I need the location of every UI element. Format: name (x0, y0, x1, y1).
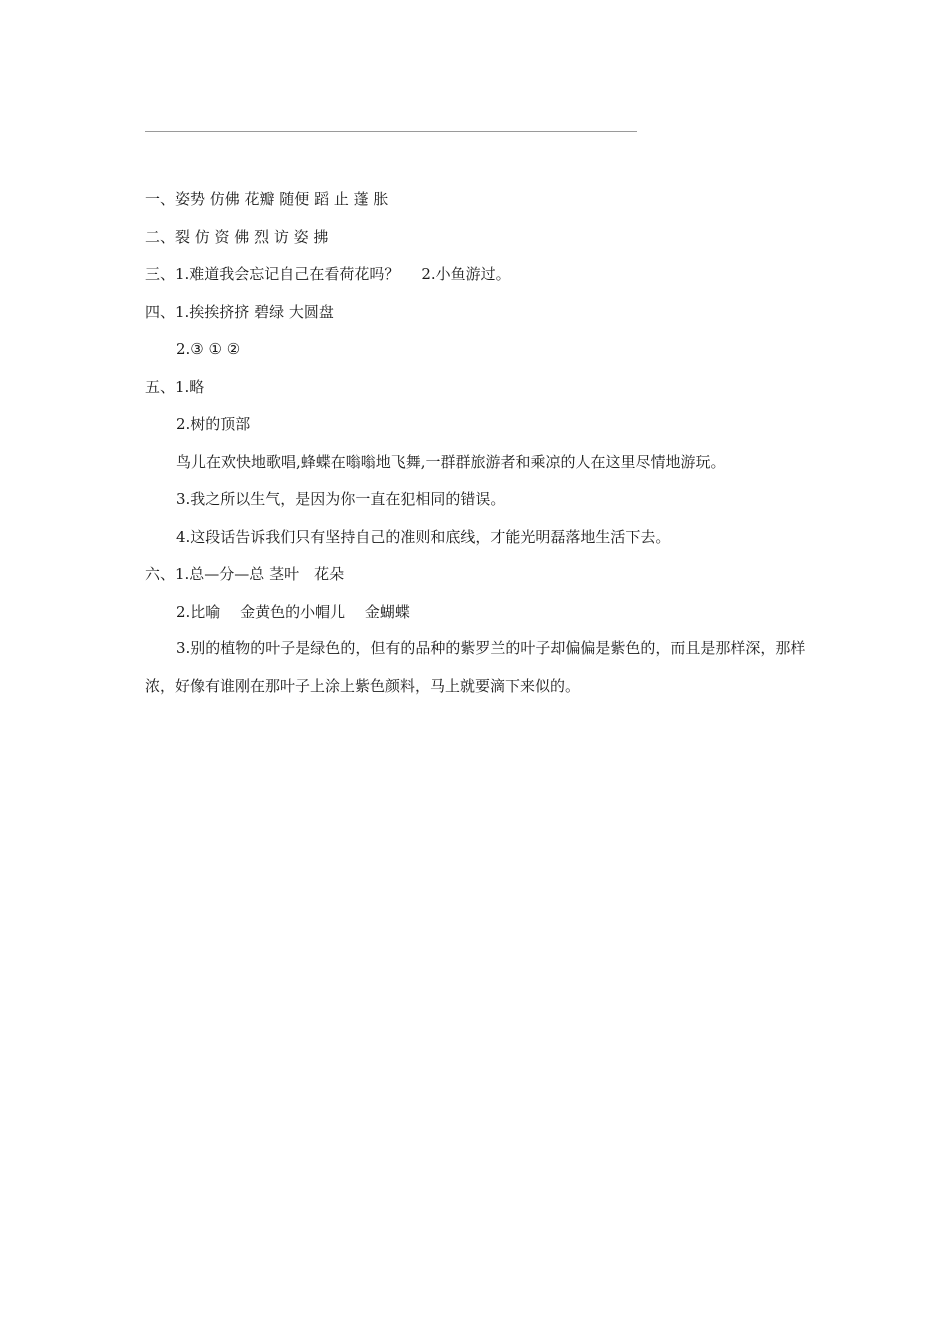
answer-section-5-1: 五、1.略 (145, 377, 205, 396)
answer-section-5-3: 3.我之所以生气，是因为你一直在犯相同的错误。 (176, 490, 506, 508)
answer-section-1: 一、姿势 仿佛 花瓣 随便 蹈 止 蓬 胀 (145, 190, 389, 208)
header-rule (145, 131, 637, 132)
answer-section-5-2-sentence: 鸟儿在欢快地歌唱,蜂蝶在嗡嗡地飞舞,一群群旅游者和乘凉的人在这里尽情地游玩。 (176, 452, 726, 471)
answer-section-6-2: 2.比喻 金黄色的小帽儿 金蝴蝶 (176, 602, 410, 621)
answer-section-4-1: 四、1.挨挨挤挤 碧绿 大圆盘 (145, 302, 334, 321)
answer-list (145, 185, 810, 705)
answer-section-5-4: 4.这段话告诉我们只有坚持自己的准则和底线，才能光明磊落地生活下去。 (176, 527, 671, 546)
answer-section-6-1: 六、1.总—分—总 茎叶 花朵 (145, 565, 345, 583)
answer-section-3 (145, 260, 810, 288)
answer-section-2: 二、裂 仿 资 佛 烈 访 姿 拂 (145, 227, 329, 246)
answer-section-5-2: 2.树的顶部 (176, 415, 251, 433)
answer-section-4-2: 2.③ ① ② (176, 340, 241, 358)
answer-section-6-3: 3.别的植物的叶子是绿色的，但有的品种的紫罗兰的叶子却偏偏是紫色的，而且是那样深，那样浓，好像有谁刚在那叶子上涂上紫色颜料，马上就要滴下来似的。 (145, 639, 806, 695)
answer-3-1: 三、1.难道我会忘记自己在看荷花吗？ (145, 265, 400, 283)
answer-3-2: 2.小鱼游过。 (421, 265, 511, 283)
